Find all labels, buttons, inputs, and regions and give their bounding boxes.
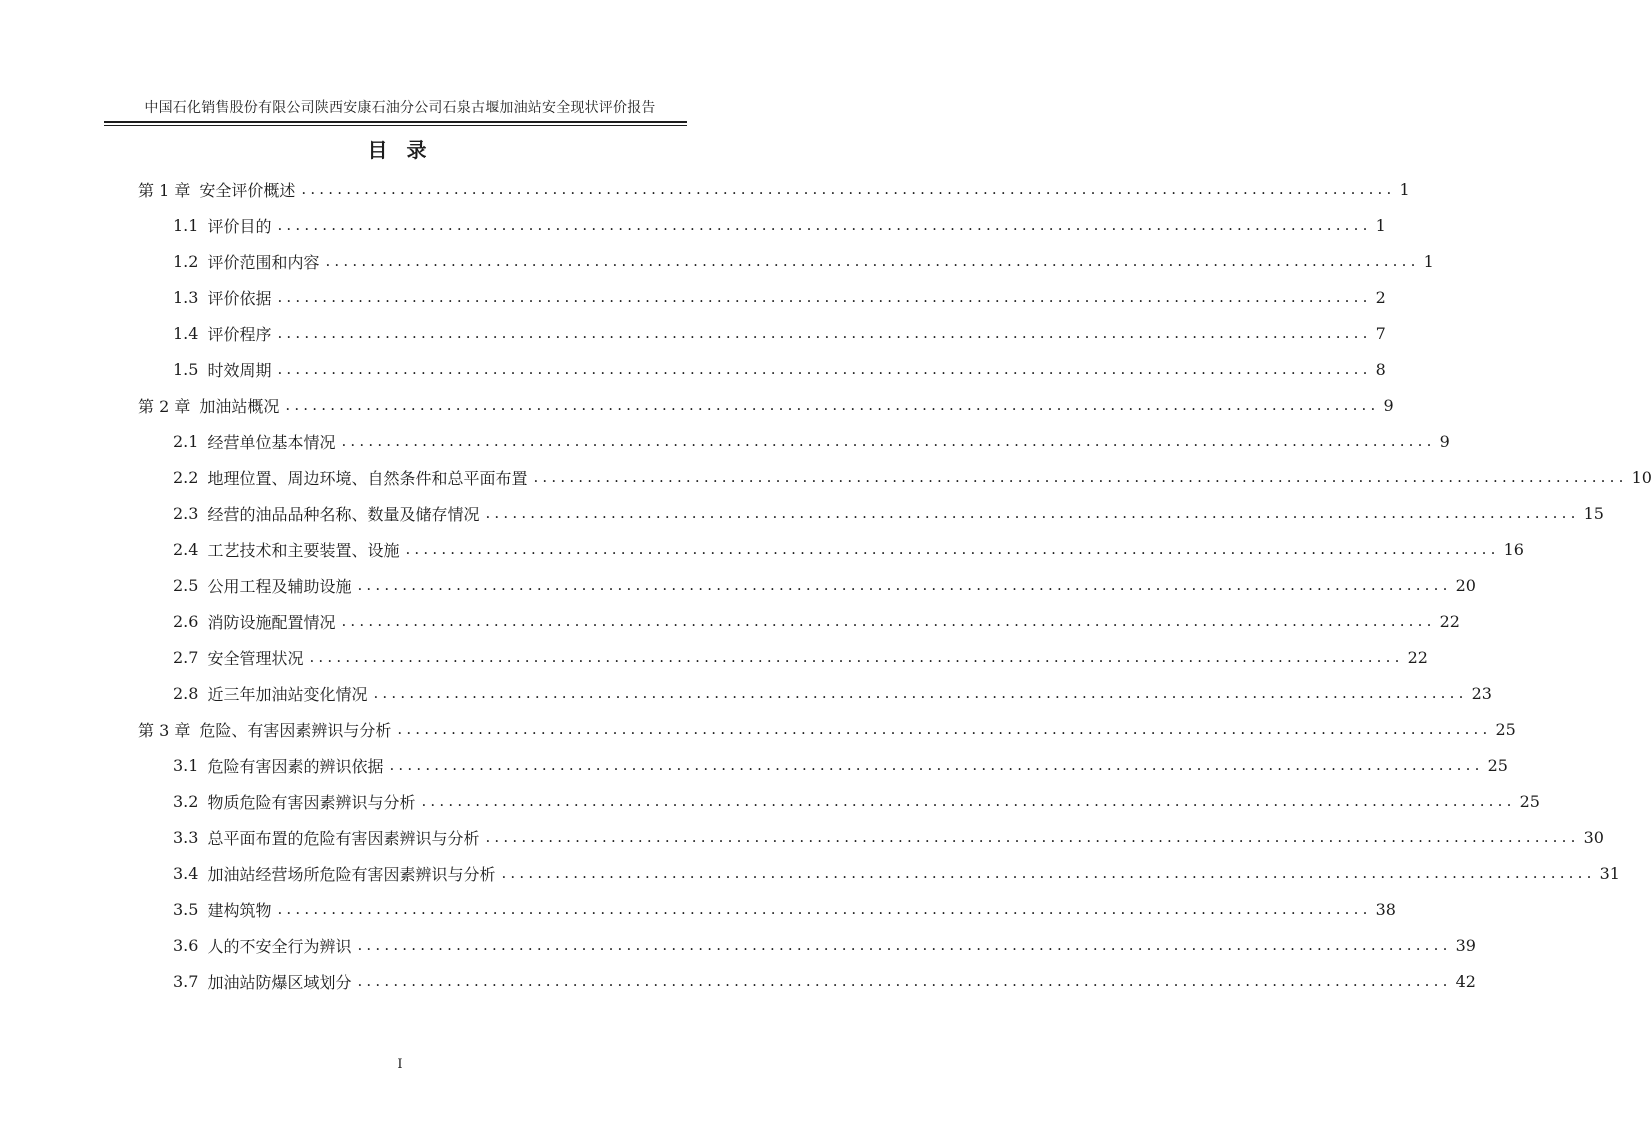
toc-leader-dots: .......................................................................................................................... (397, 720, 1492, 738)
toc-entry[interactable] (173, 968, 1476, 994)
toc-entry-title: 总平面布置的危险有害因素辨识与分析 (207, 828, 480, 848)
toc-entry-number: 第 1 章 (138, 180, 191, 200)
toc-leader-dots: .......................................................................................................................... (389, 756, 1484, 774)
toc-entry-title: 人的不安全行为辨识 (207, 936, 352, 956)
toc-entry-number: 第 2 章 (138, 396, 191, 416)
toc-entry-title: 工艺技术和主要装置、设施 (207, 540, 400, 560)
toc-entry-title: 经营单位基本情况 (207, 432, 336, 452)
toc-leader-dots: .......................................................................................................................... (357, 972, 1452, 990)
toc-leader-dots: .......................................................................................................................... (357, 936, 1452, 954)
toc-leader-dots: .......................................................................................................................... (501, 864, 1596, 882)
toc-leader-dots: .......................................................................................................................... (485, 828, 1580, 846)
toc-entry-number: 3.2 (173, 791, 199, 811)
toc-entry-title: 评价范围和内容 (207, 252, 320, 272)
toc-entry-number: 1.4 (173, 323, 199, 343)
toc-entry-title: 安全评价概述 (199, 180, 296, 200)
toc-entry-page: 31 (1599, 863, 1620, 883)
toc-leader-dots: .......................................................................................................................... (277, 360, 1372, 378)
toc-entry[interactable] (173, 248, 1434, 274)
toc-entry-title: 评价目的 (207, 216, 272, 236)
toc-leader-dots: .......................................................................................................................... (373, 684, 1468, 702)
toc-entry-page: 2 (1375, 287, 1386, 307)
toc-leader-dots: .......................................................................................................................... (277, 216, 1372, 234)
toc-entry-title: 公用工程及辅助设施 (207, 576, 352, 596)
toc-entry-page: 42 (1455, 971, 1476, 991)
toc-entry-title: 安全管理状况 (207, 648, 304, 668)
toc-entry-page: 9 (1439, 431, 1450, 451)
toc-entry-number: 第 3 章 (138, 720, 191, 740)
toc-entry[interactable] (138, 176, 1410, 202)
toc-entry-title: 建构筑物 (207, 900, 272, 920)
toc-entry-title: 加油站防爆区域划分 (207, 972, 352, 992)
toc-title: 目 录 (367, 138, 433, 162)
toc-entry-number: 3.5 (173, 899, 199, 919)
toc-entry-number: 3.6 (173, 935, 199, 955)
toc-leader-dots: .......................................................................................................................... (285, 396, 1380, 414)
toc-entry-number: 2.3 (173, 503, 199, 523)
toc-entry[interactable] (173, 572, 1476, 598)
toc-entry-title: 经营的油品品种名称、数量及储存情况 (207, 504, 480, 524)
toc-entry-number: 2.6 (173, 611, 199, 631)
toc-entry-page: 25 (1487, 755, 1508, 775)
toc-entry-title: 评价依据 (207, 288, 272, 308)
toc-entry-page: 39 (1455, 935, 1476, 955)
toc-entry-page: 8 (1375, 359, 1386, 379)
toc-entry-title: 加油站概况 (199, 396, 280, 416)
toc-entry-title: 评价程序 (207, 324, 272, 344)
toc-entry[interactable] (173, 896, 1396, 922)
toc-leader-dots: .......................................................................................................................... (301, 180, 1396, 198)
toc-entry[interactable] (173, 680, 1492, 706)
toc-leader-dots: .......................................................................................................................... (309, 648, 1404, 666)
toc-entry-title: 危险有害因素的辨识依据 (207, 756, 384, 776)
toc-leader-dots: .......................................................................................................................... (421, 792, 1516, 810)
toc-entry-page: 30 (1583, 827, 1604, 847)
toc-entry-number: 3.3 (173, 827, 199, 847)
toc-entry-number: 2.7 (173, 647, 199, 667)
toc-entry-page: 25 (1495, 719, 1516, 739)
toc-leader-dots: .......................................................................................................................... (405, 540, 1500, 558)
toc-entry[interactable] (173, 356, 1386, 382)
toc-entry[interactable] (173, 212, 1386, 238)
toc-entry[interactable] (173, 932, 1476, 958)
toc-entry-page: 1 (1399, 179, 1410, 199)
toc-entry-page: 38 (1375, 899, 1396, 919)
toc-entry[interactable] (173, 284, 1386, 310)
header-rule-thick (104, 121, 687, 123)
toc-entry-page: 1 (1375, 215, 1386, 235)
toc-entry-number: 2.8 (173, 683, 199, 703)
toc-entry-page: 7 (1375, 323, 1386, 343)
toc-leader-dots: .......................................................................................................................... (341, 432, 1436, 450)
toc-entry-page: 16 (1503, 539, 1524, 559)
toc-entry[interactable] (173, 500, 1604, 526)
toc-entry[interactable] (173, 824, 1604, 850)
toc-entry-number: 3.7 (173, 971, 199, 991)
toc-entry-page: 15 (1583, 503, 1604, 523)
toc-entry-number: 2.1 (173, 431, 199, 451)
toc-entry[interactable] (138, 716, 1516, 742)
toc-entry-number: 2.2 (173, 467, 199, 487)
toc-entry-title: 危险、有害因素辨识与分析 (199, 720, 392, 740)
header-rule-thin (104, 125, 687, 126)
toc-leader-dots: .......................................................................................................................... (277, 324, 1372, 342)
toc-entry-page: 1 (1423, 251, 1434, 271)
toc-leader-dots: .......................................................................................................................... (485, 504, 1580, 522)
toc-entry-title: 地理位置、周边环境、自然条件和总平面布置 (207, 468, 528, 488)
toc-entry-page: 10 (1631, 467, 1652, 487)
toc-entry-page: 9 (1383, 395, 1394, 415)
toc-entry-number: 1.5 (173, 359, 199, 379)
toc-entry-number: 2.5 (173, 575, 199, 595)
toc-entry-title: 物质危险有害因素辨识与分析 (207, 792, 416, 812)
toc-entry[interactable] (138, 392, 1394, 418)
toc-entry-page: 22 (1439, 611, 1460, 631)
toc-leader-dots: .......................................................................................................................... (357, 576, 1452, 594)
toc-entry-number: 1.2 (173, 251, 199, 271)
toc-entry-number: 1.3 (173, 287, 199, 307)
toc-entry-number: 3.1 (173, 755, 199, 775)
toc-entry[interactable] (173, 752, 1508, 778)
toc-entry[interactable] (173, 536, 1524, 562)
toc-entry[interactable] (173, 428, 1450, 454)
toc-entry[interactable] (173, 608, 1460, 634)
toc-entry[interactable] (173, 464, 1652, 490)
toc-entry-page: 25 (1519, 791, 1540, 811)
toc-entry-title: 近三年加油站变化情况 (207, 684, 368, 704)
toc-entry[interactable] (173, 644, 1428, 670)
toc-entry-number: 2.4 (173, 539, 199, 559)
toc-entry[interactable] (173, 788, 1540, 814)
page-number: I (397, 1057, 403, 1072)
toc-entry-page: 20 (1455, 575, 1476, 595)
toc-entry[interactable] (173, 320, 1386, 346)
toc-leader-dots: .......................................................................................................................... (533, 468, 1628, 486)
toc-entry[interactable] (173, 860, 1620, 886)
toc-entry-page: 23 (1471, 683, 1492, 703)
toc-leader-dots: .......................................................................................................................... (277, 288, 1372, 306)
toc-leader-dots: .......................................................................................................................... (277, 900, 1372, 918)
toc-entry-title: 消防设施配置情况 (207, 612, 336, 632)
toc-entry-number: 3.4 (173, 863, 199, 883)
toc-leader-dots: .......................................................................................................................... (325, 252, 1420, 270)
report-header: 中国石化销售股份有限公司陕西安康石油分公司石泉古堰加油站安全现状评价报告 (144, 100, 656, 116)
toc-leader-dots: .......................................................................................................................... (341, 612, 1436, 630)
toc-entry-page: 22 (1407, 647, 1428, 667)
toc-entry-title: 加油站经营场所危险有害因素辨识与分析 (207, 864, 496, 884)
toc-entry-title: 时效周期 (207, 360, 272, 380)
toc-entry-number: 1.1 (173, 215, 199, 235)
